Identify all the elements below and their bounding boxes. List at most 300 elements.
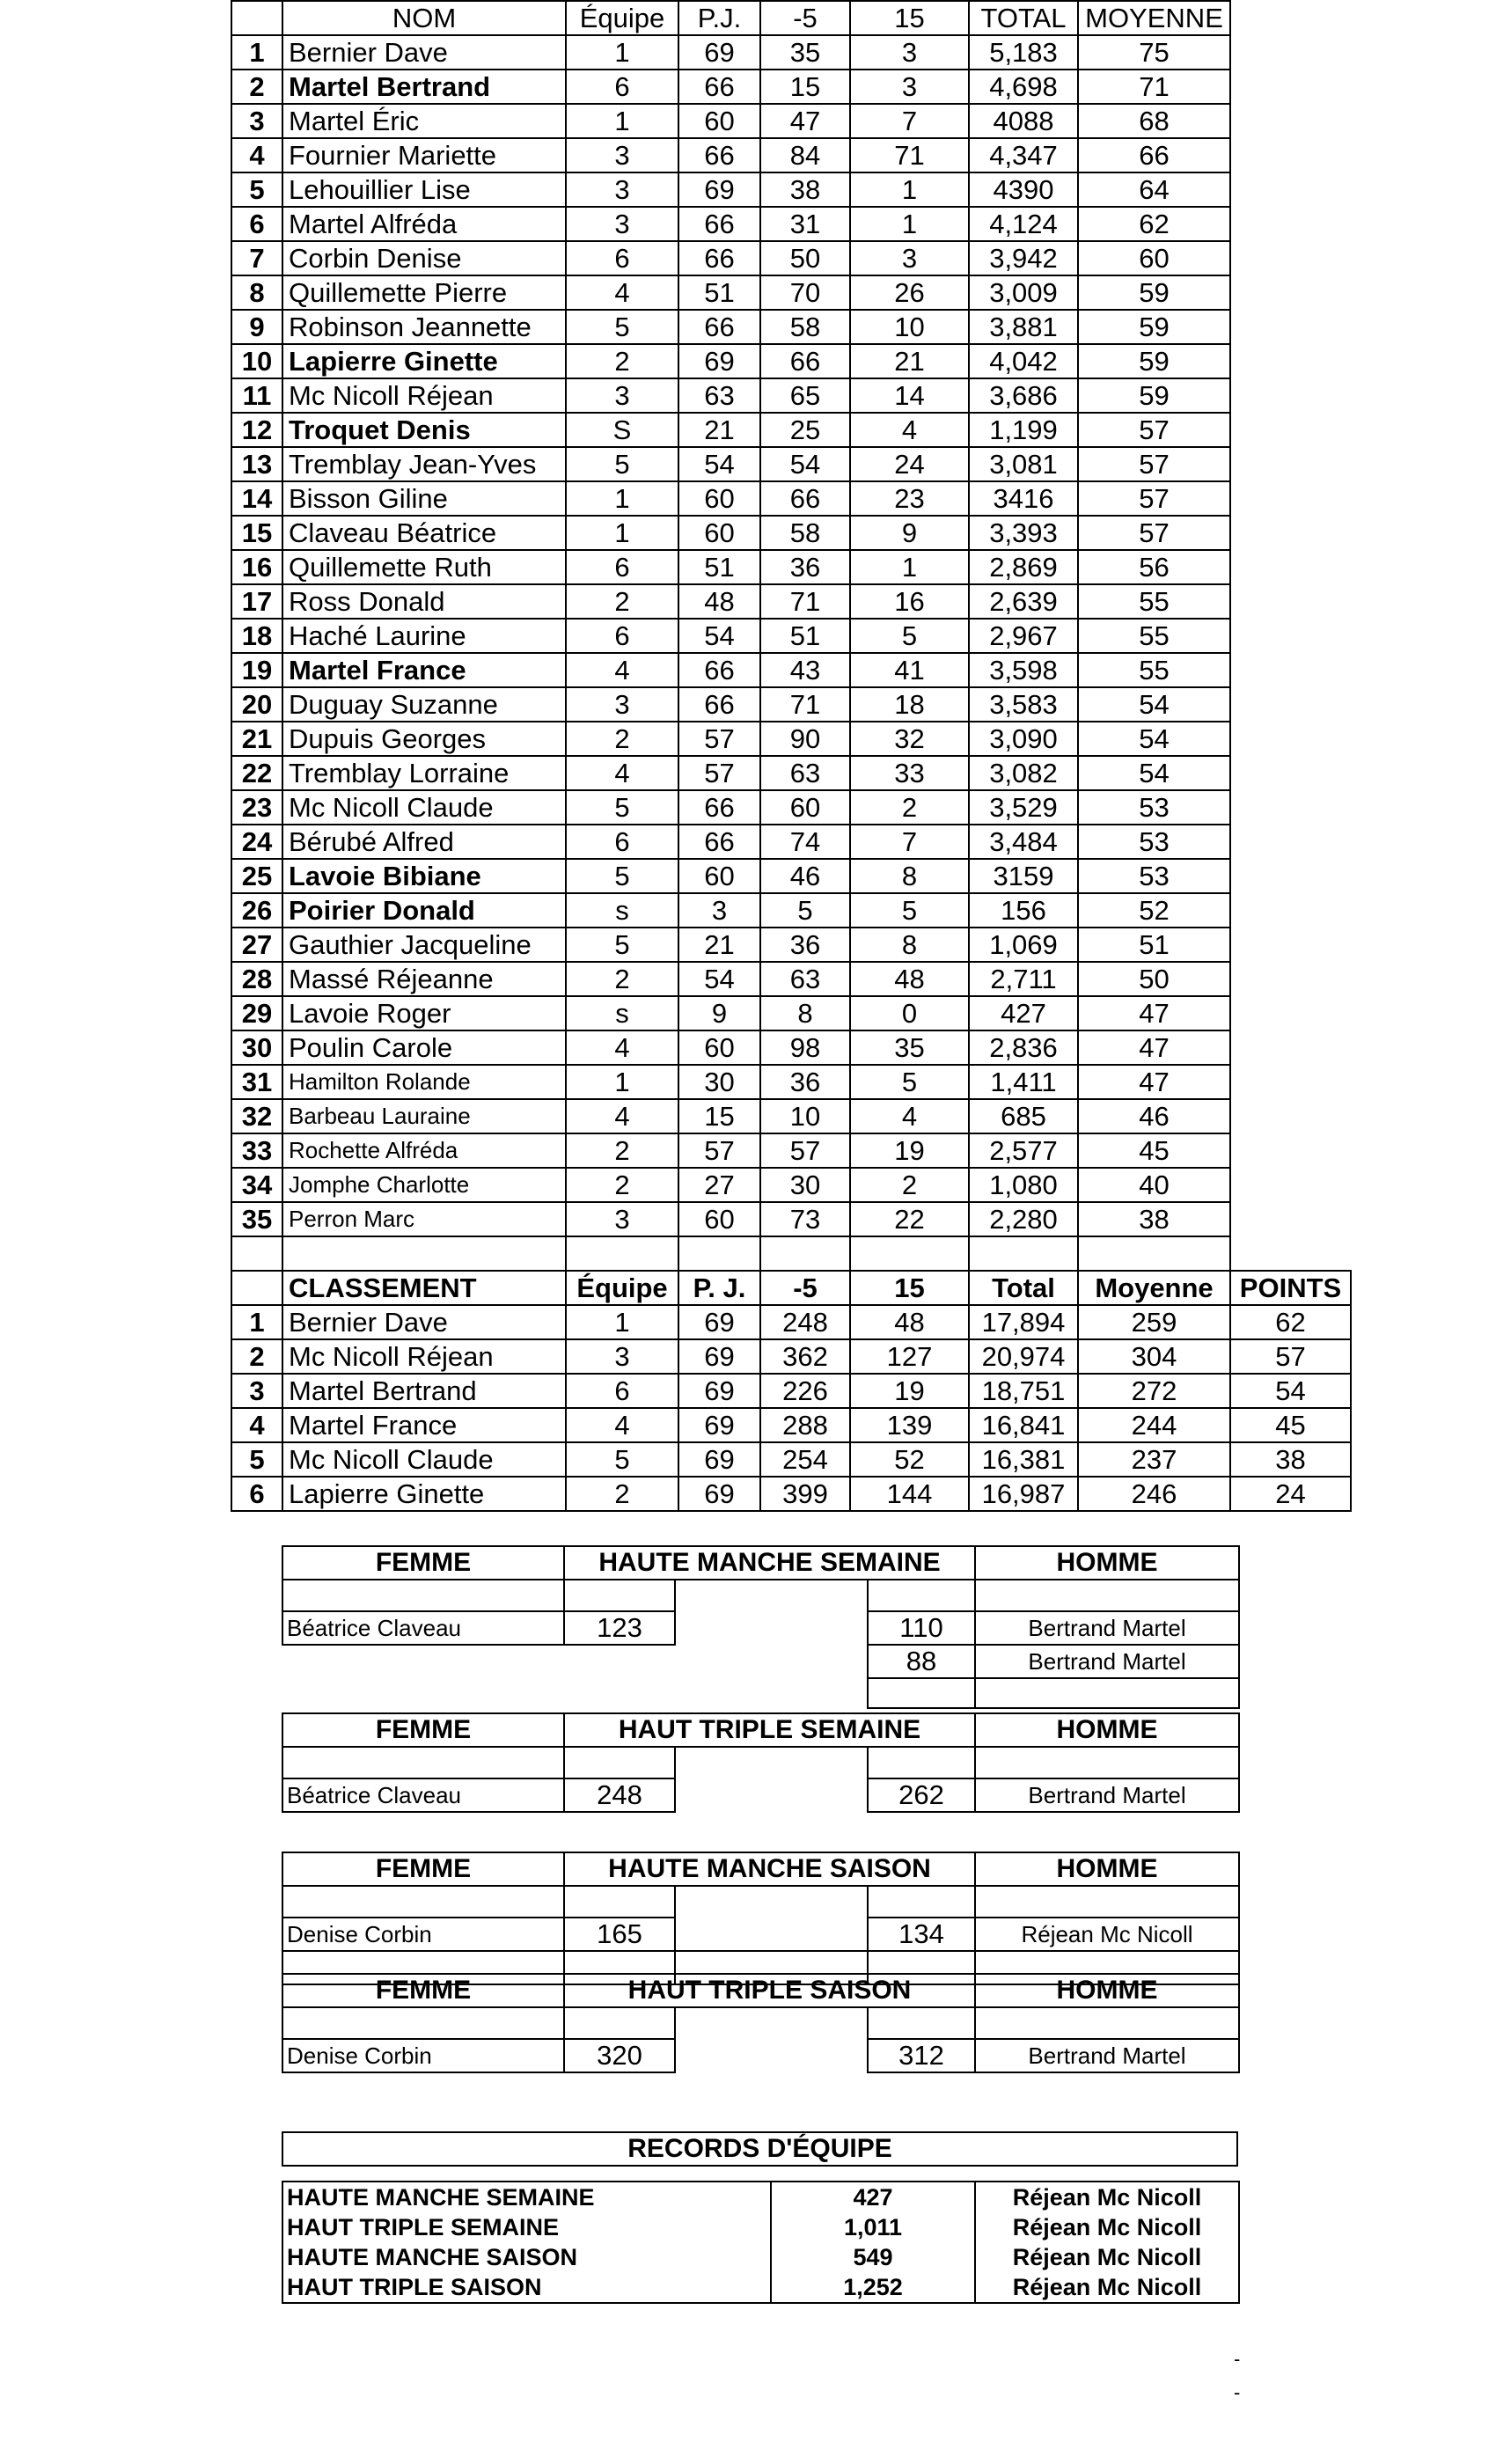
- pj-cell: 60: [678, 1202, 760, 1236]
- player-name-cell: Mc Nicoll Claude: [282, 790, 566, 825]
- hms-blank-cell: [564, 1580, 675, 1611]
- hmsa-blank-cell: [564, 1886, 675, 1918]
- rank-cell: 23: [231, 790, 282, 825]
- pj-cell: 69: [678, 35, 760, 70]
- rank-cell: 25: [231, 859, 282, 893]
- team-cell: 4: [566, 1099, 678, 1133]
- fifteen-cell: 32: [850, 722, 969, 756]
- team-row: [231, 1408, 1351, 1442]
- team-cell: 6: [566, 619, 678, 653]
- hms-homme-name-1: Bertrand Martel: [975, 1611, 1239, 1645]
- player-name-cell: Martel Alfréda: [282, 207, 566, 241]
- average-cell: 55: [1078, 584, 1230, 619]
- hmsa-femme-name: Denise Corbin: [282, 1918, 564, 1951]
- fifteen-cell: 26: [850, 275, 969, 310]
- pj-cell: 57: [678, 722, 760, 756]
- team-row: [231, 1339, 1351, 1374]
- total-cell: 3416: [969, 481, 1078, 516]
- hms-femme-score: 123: [564, 1611, 675, 1645]
- team-cell: 1: [566, 516, 678, 550]
- rank-cell: 31: [231, 1065, 282, 1099]
- minus5-cell: 74: [760, 825, 850, 859]
- minus5-cell: 10: [760, 1099, 850, 1133]
- team-row: [231, 1442, 1351, 1477]
- minus5-cell: 66: [760, 481, 850, 516]
- htsa-femme-label: FEMME: [282, 1974, 564, 2007]
- team-cell: 3: [566, 687, 678, 722]
- total-cell: 3,583: [969, 687, 1078, 722]
- points-cell: 24: [1230, 1477, 1351, 1511]
- empty-cell: [566, 1236, 678, 1271]
- captain-name-cell: Martel France: [282, 1408, 566, 1442]
- rank-cell: 1: [231, 35, 282, 70]
- total-cell: 16,987: [969, 1477, 1078, 1511]
- htsa-homme-score: 312: [868, 2039, 975, 2072]
- header-average: Moyenne: [1078, 1271, 1230, 1305]
- fifteen-cell: 16: [850, 584, 969, 619]
- hmsa-homme-name: Réjean Mc Nicoll: [975, 1918, 1239, 1951]
- rank-cell: 26: [231, 893, 282, 928]
- minus5-cell: 43: [760, 653, 850, 687]
- empty-cell: [1230, 962, 1351, 996]
- fifteen-cell: 52: [850, 1442, 969, 1477]
- hms-blank-cell: [675, 1645, 868, 1678]
- htsa-blank-cell: [282, 2007, 564, 2039]
- minus5-cell: 54: [760, 447, 850, 481]
- header-team: Équipe: [566, 1271, 678, 1305]
- hms-homme-score-2: 88: [868, 1645, 975, 1678]
- table-row: [231, 1202, 1351, 1236]
- rank-cell: 20: [231, 687, 282, 722]
- record-row: [282, 2182, 1239, 2212]
- rank-cell: 13: [231, 447, 282, 481]
- total-cell: 3,598: [969, 653, 1078, 687]
- hts-femme-name: Béatrice Claveau: [282, 1778, 564, 1812]
- total-cell: 3,942: [969, 241, 1078, 275]
- pj-cell: 66: [678, 70, 760, 104]
- average-cell: 57: [1078, 447, 1230, 481]
- header-15: 15: [850, 1, 969, 35]
- hmsa-table: [282, 1852, 1240, 1985]
- team-row: [231, 1305, 1351, 1339]
- total-cell: 18,751: [969, 1374, 1078, 1408]
- pj-cell: 66: [678, 790, 760, 825]
- hms-blank-cell: [282, 1678, 564, 1708]
- team-row: [231, 1477, 1351, 1511]
- player-name-cell: Massé Réjeanne: [282, 962, 566, 996]
- pj-cell: 60: [678, 1030, 760, 1065]
- header-pj: P.J.: [678, 1, 760, 35]
- fifteen-cell: 14: [850, 378, 969, 413]
- empty-cell: [1230, 653, 1351, 687]
- minus5-cell: 36: [760, 550, 850, 584]
- hts-homme-name: Bertrand Martel: [975, 1778, 1239, 1812]
- header-pj: P. J.: [678, 1271, 760, 1305]
- hts-blank-cell: [675, 1747, 868, 1778]
- header-total: TOTAL: [969, 1, 1078, 35]
- rank-cell: 19: [231, 653, 282, 687]
- rank-cell: 24: [231, 825, 282, 859]
- empty-cell: [1230, 241, 1351, 275]
- empty-cell: [1230, 928, 1351, 962]
- hms-blank-cell: [868, 1678, 975, 1708]
- pj-cell: 69: [678, 1305, 760, 1339]
- hms-femme-label: FEMME: [282, 1546, 564, 1580]
- hts-femme-label: FEMME: [282, 1713, 564, 1747]
- header-total: Total: [969, 1271, 1078, 1305]
- players-standings-table: [231, 0, 1352, 1512]
- hts-blank-cell: [675, 1778, 868, 1812]
- empty-cell: [1230, 275, 1351, 310]
- record-label: HAUTE MANCHE SAISON: [282, 2242, 771, 2272]
- hms-blank-cell: [675, 1580, 868, 1611]
- fifteen-cell: 48: [850, 962, 969, 996]
- player-name-cell: Gauthier Jacqueline: [282, 928, 566, 962]
- minus5-cell: 50: [760, 241, 850, 275]
- fifteen-cell: 1: [850, 207, 969, 241]
- total-cell: 3,686: [969, 378, 1078, 413]
- pj-cell: 69: [678, 1408, 760, 1442]
- minus5-cell: 30: [760, 1168, 850, 1202]
- rank-cell: 5: [231, 1442, 282, 1477]
- team-cell: 4: [566, 653, 678, 687]
- player-name-cell: Mc Nicoll Réjean: [282, 378, 566, 413]
- pj-cell: 66: [678, 138, 760, 172]
- table-row: [231, 1133, 1351, 1168]
- player-name-cell: Quillemette Pierre: [282, 275, 566, 310]
- empty-cell: [678, 1236, 760, 1271]
- total-cell: 3,082: [969, 756, 1078, 790]
- average-cell: 50: [1078, 962, 1230, 996]
- pj-cell: 63: [678, 378, 760, 413]
- hts-blank-cell: [975, 1747, 1239, 1778]
- average-cell: 75: [1078, 35, 1230, 70]
- average-cell: 51: [1078, 928, 1230, 962]
- table-row: [231, 241, 1351, 275]
- record-value: 1,252: [771, 2272, 975, 2303]
- total-cell: 3,881: [969, 310, 1078, 344]
- player-name-cell: Martel Bertrand: [282, 70, 566, 104]
- pj-cell: 66: [678, 241, 760, 275]
- minus5-cell: 25: [760, 413, 850, 447]
- total-cell: 3,393: [969, 516, 1078, 550]
- table-row: [231, 104, 1351, 138]
- total-cell: 1,411: [969, 1065, 1078, 1099]
- minus5-cell: 90: [760, 722, 850, 756]
- player-name-cell: Ross Donald: [282, 584, 566, 619]
- player-name-cell: Corbin Denise: [282, 241, 566, 275]
- minus5-cell: 73: [760, 1202, 850, 1236]
- team-cell: 1: [566, 1065, 678, 1099]
- fifteen-cell: 24: [850, 447, 969, 481]
- average-cell: 47: [1078, 1030, 1230, 1065]
- table-row: [231, 859, 1351, 893]
- header-minus5: -5: [760, 1, 850, 35]
- hms-homme-score-1: 110: [868, 1611, 975, 1645]
- hmsa-homme-label: HOMME: [975, 1852, 1239, 1886]
- empty-cell: [1230, 893, 1351, 928]
- player-name-cell: Poulin Carole: [282, 1030, 566, 1065]
- hms-table: [282, 1545, 1240, 1709]
- player-name-cell: Claveau Béatrice: [282, 516, 566, 550]
- player-name-cell: Martel France: [282, 653, 566, 687]
- team-cell: 4: [566, 756, 678, 790]
- minus5-cell: 98: [760, 1030, 850, 1065]
- player-name-cell: Poirier Donald: [282, 893, 566, 928]
- pj-cell: 21: [678, 928, 760, 962]
- rank-cell: 10: [231, 344, 282, 378]
- fifteen-cell: 7: [850, 825, 969, 859]
- minus5-cell: 36: [760, 1065, 850, 1099]
- total-cell: 3,529: [969, 790, 1078, 825]
- table-row: [231, 1030, 1351, 1065]
- empty-cell: [760, 1236, 850, 1271]
- fifteen-cell: 10: [850, 310, 969, 344]
- table-row: [231, 516, 1351, 550]
- minus5-cell: 70: [760, 275, 850, 310]
- player-name-cell: Dupuis Georges: [282, 722, 566, 756]
- htsa-homme-label: HOMME: [975, 1974, 1239, 2007]
- htsa-title: HAUT TRIPLE SAISON: [564, 1974, 975, 2007]
- player-name-cell: Haché Laurine: [282, 619, 566, 653]
- table-row: [231, 35, 1351, 70]
- total-cell: 20,974: [969, 1339, 1078, 1374]
- pj-cell: 54: [678, 447, 760, 481]
- captain-name-cell: Bernier Dave: [282, 1305, 566, 1339]
- hmsa-title: HAUTE MANCHE SAISON: [564, 1852, 975, 1886]
- record-label: HAUTE MANCHE SEMAINE: [282, 2182, 771, 2212]
- header-team: Équipe: [566, 1, 678, 35]
- team-cell: 2: [566, 962, 678, 996]
- minus5-cell: 63: [760, 756, 850, 790]
- hms-blank-cell: [868, 1580, 975, 1611]
- hms-homme-name-2: Bertrand Martel: [975, 1645, 1239, 1678]
- empty-cell: [1230, 1065, 1351, 1099]
- average-cell: 55: [1078, 653, 1230, 687]
- pj-cell: 51: [678, 275, 760, 310]
- player-name-cell: Duguay Suzanne: [282, 687, 566, 722]
- table-row: [231, 550, 1351, 584]
- separator-row: [231, 1236, 1351, 1271]
- player-name-cell: Troquet Denis: [282, 413, 566, 447]
- player-name-cell: Quillemette Ruth: [282, 550, 566, 584]
- team-cell: 3: [566, 207, 678, 241]
- hmsa-blank-cell: [675, 1886, 868, 1918]
- player-name-cell: Lavoie Bibiane: [282, 859, 566, 893]
- team-cell: 2: [566, 1477, 678, 1511]
- table-row: [231, 722, 1351, 756]
- team-cell: 6: [566, 825, 678, 859]
- table-row: [231, 310, 1351, 344]
- player-name-cell: Fournier Mariette: [282, 138, 566, 172]
- table-row: [231, 619, 1351, 653]
- fifteen-cell: 139: [850, 1408, 969, 1442]
- rank-cell: 6: [231, 1477, 282, 1511]
- table-row: [231, 172, 1351, 207]
- fifteen-cell: 2: [850, 790, 969, 825]
- rank-cell: 27: [231, 928, 282, 962]
- fifteen-cell: 1: [850, 172, 969, 207]
- average-cell: 40: [1078, 1168, 1230, 1202]
- pj-cell: 69: [678, 172, 760, 207]
- table-row: [231, 344, 1351, 378]
- minus5-cell: 35: [760, 35, 850, 70]
- pj-cell: 54: [678, 962, 760, 996]
- points-cell: 38: [1230, 1442, 1351, 1477]
- pj-cell: 66: [678, 310, 760, 344]
- average-cell: 57: [1078, 516, 1230, 550]
- empty-cell: [1230, 172, 1351, 207]
- total-cell: 4,124: [969, 207, 1078, 241]
- team-cell: 1: [566, 481, 678, 516]
- fifteen-cell: 22: [850, 1202, 969, 1236]
- team-cell: 1: [566, 1305, 678, 1339]
- rank-cell: 3: [231, 1374, 282, 1408]
- team-cell: 6: [566, 550, 678, 584]
- pj-cell: 57: [678, 756, 760, 790]
- team-cell: 4: [566, 1030, 678, 1065]
- rank-cell: 4: [231, 138, 282, 172]
- pj-cell: 69: [678, 1477, 760, 1511]
- rank-cell: 28: [231, 962, 282, 996]
- total-cell: 3,081: [969, 447, 1078, 481]
- team-cell: 2: [566, 1133, 678, 1168]
- player-name-cell: Barbeau Lauraine: [282, 1099, 566, 1133]
- total-cell: 5,183: [969, 35, 1078, 70]
- team-cell: 5: [566, 1442, 678, 1477]
- team-cell: 3: [566, 1339, 678, 1374]
- rank-cell: 6: [231, 207, 282, 241]
- fifteen-cell: 9: [850, 516, 969, 550]
- player-name-cell: Lavoie Roger: [282, 996, 566, 1030]
- table-row: [231, 756, 1351, 790]
- average-cell: 57: [1078, 481, 1230, 516]
- captain-name-cell: Mc Nicoll Réjean: [282, 1339, 566, 1374]
- pj-cell: 69: [678, 344, 760, 378]
- pj-cell: 69: [678, 1442, 760, 1477]
- pj-cell: 27: [678, 1168, 760, 1202]
- total-cell: 2,280: [969, 1202, 1078, 1236]
- player-name-cell: Tremblay Jean-Yves: [282, 447, 566, 481]
- team-cell: 6: [566, 1374, 678, 1408]
- header-points: POINTS: [1230, 1271, 1351, 1305]
- points-cell: 54: [1230, 1374, 1351, 1408]
- minus5-cell: 58: [760, 310, 850, 344]
- team-cell: 3: [566, 1202, 678, 1236]
- minus5-cell: 51: [760, 619, 850, 653]
- total-cell: 3,484: [969, 825, 1078, 859]
- htsa-table: [282, 1973, 1240, 2073]
- htsa-femme-name: Denise Corbin: [282, 2039, 564, 2072]
- average-cell: 272: [1078, 1374, 1230, 1408]
- table-row: [231, 1099, 1351, 1133]
- player-name-cell: Bérubé Alfred: [282, 825, 566, 859]
- hms-blank-cell: [564, 1678, 675, 1708]
- total-cell: 4,347: [969, 138, 1078, 172]
- empty-cell: [1230, 70, 1351, 104]
- team-cell: 4: [566, 275, 678, 310]
- rank-cell: 1: [231, 1305, 282, 1339]
- team-cell: 5: [566, 447, 678, 481]
- htsa-blank-cell: [675, 2007, 868, 2039]
- minus5-cell: 5: [760, 893, 850, 928]
- average-cell: 59: [1078, 275, 1230, 310]
- rank-cell: 2: [231, 70, 282, 104]
- table-row: [231, 447, 1351, 481]
- empty-cell: [1230, 722, 1351, 756]
- htsa-femme-score: 320: [564, 2039, 675, 2072]
- table-row: [231, 207, 1351, 241]
- team-cell: 3: [566, 172, 678, 207]
- table-row: [231, 1065, 1351, 1099]
- header-15: 15: [850, 1271, 969, 1305]
- minus5-cell: 38: [760, 172, 850, 207]
- rank-cell: 15: [231, 516, 282, 550]
- pj-cell: 51: [678, 550, 760, 584]
- minus5-cell: 46: [760, 859, 850, 893]
- hms-blank-cell: [675, 1678, 868, 1708]
- total-cell: 4,698: [969, 70, 1078, 104]
- fifteen-cell: 0: [850, 996, 969, 1030]
- fifteen-cell: 19: [850, 1133, 969, 1168]
- average-cell: 60: [1078, 241, 1230, 275]
- total-cell: 3,009: [969, 275, 1078, 310]
- minus5-cell: 248: [760, 1305, 850, 1339]
- minus5-cell: 65: [760, 378, 850, 413]
- fifteen-cell: 5: [850, 619, 969, 653]
- hms-blank-cell: [975, 1678, 1239, 1708]
- record-value: 549: [853, 2244, 893, 2270]
- team-cell: 2: [566, 584, 678, 619]
- total-cell: 685: [969, 1099, 1078, 1133]
- empty-cell: [1230, 790, 1351, 825]
- fifteen-cell: 33: [850, 756, 969, 790]
- table-row: [231, 275, 1351, 310]
- team-cell: s: [566, 996, 678, 1030]
- empty-cell: [1230, 344, 1351, 378]
- fifteen-cell: 7: [850, 104, 969, 138]
- total-cell: 2,577: [969, 1133, 1078, 1168]
- team-cell: 3: [566, 138, 678, 172]
- captain-name-cell: Martel Bertrand: [282, 1374, 566, 1408]
- header-minus5: -5: [760, 1271, 850, 1305]
- team-cell: 5: [566, 928, 678, 962]
- hts-table: [282, 1712, 1240, 1813]
- rank-cell: 30: [231, 1030, 282, 1065]
- fifteen-cell: 5: [850, 893, 969, 928]
- rank-cell: 11: [231, 378, 282, 413]
- pj-cell: 66: [678, 653, 760, 687]
- players-header-row: [231, 1, 1351, 35]
- team-cell: S: [566, 413, 678, 447]
- player-name-cell: Rochette Alfréda: [282, 1133, 566, 1168]
- table-row: [231, 687, 1351, 722]
- minus5-cell: 31: [760, 207, 850, 241]
- average-cell: 64: [1078, 172, 1230, 207]
- pj-cell: 9: [678, 996, 760, 1030]
- average-cell: 47: [1078, 1065, 1230, 1099]
- total-cell: 4,042: [969, 344, 1078, 378]
- minus5-cell: 57: [760, 1133, 850, 1168]
- points-cell: 57: [1230, 1339, 1351, 1374]
- total-cell: 16,381: [969, 1442, 1078, 1477]
- minus5-cell: 226: [760, 1374, 850, 1408]
- rank-cell: 8: [231, 275, 282, 310]
- empty-cell: [1230, 687, 1351, 722]
- hms-blank-cell: [975, 1580, 1239, 1611]
- minus5-cell: 15: [760, 70, 850, 104]
- player-name-cell: Martel Éric: [282, 104, 566, 138]
